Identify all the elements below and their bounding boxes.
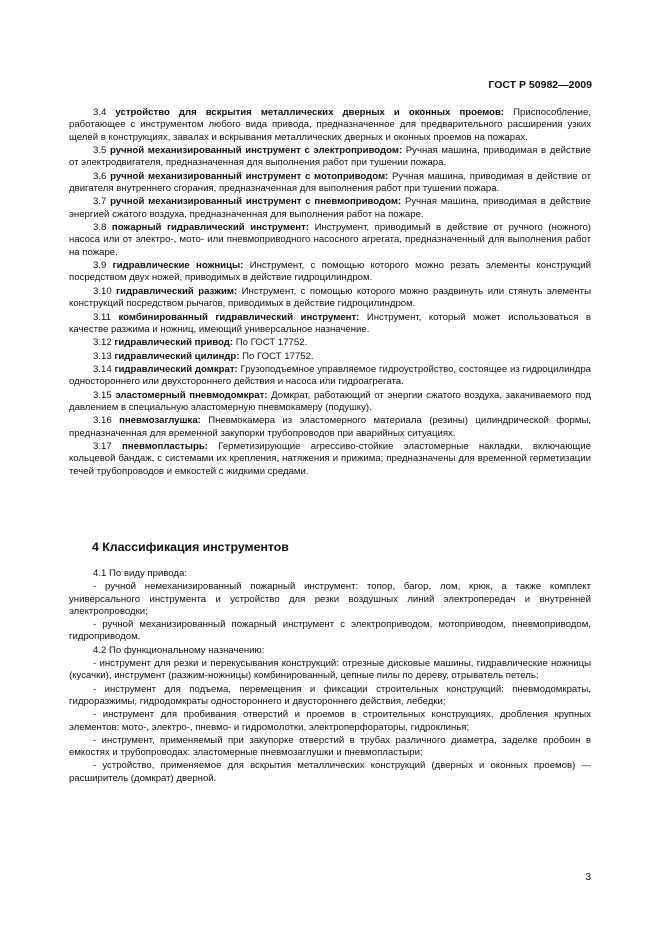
definition-3-11: 3.11 комбинированный гидравлический инструмент: Инструмент, который может использоваться в качестве разжима и ножниц, имеющий универсальное назначение. (69, 311, 591, 335)
definition-3-13: 3.13 гидравлический цилиндр: По ГОСТ 17752. (93, 350, 314, 362)
definition-3-17: 3.17 пневмопластырь: Герметизирующие агрессиво-стойкие эластомерные накладки, включающие кольцевой бандаж, с системами их крепления, натяжения и прижима; предназначены для временной герметизации течей трубопроводов и емкостей с жидкими средами. (69, 440, 591, 477)
definition-term: гидравлический привод: (114, 337, 234, 349)
definition-text: Ручная машина, приводимая в действие от электродвигателя, предназначенная для выполнения работ при тушении пожара. (69, 145, 592, 169)
document-code: ГОСТ Р 50982—2009 (488, 79, 592, 91)
definition-text: Инструмент, с помощью которого можно раздвинуть или стянуть элементы конструкций посредством рычагов, приводимых в действие гидроцилиндром. (69, 285, 591, 310)
definition-text: Ручная машина, приводимая в действие от двигателя внутреннего сгорания, предназначенная для выполнения работ при тушении пожара. (69, 170, 591, 195)
definition-text: По ГОСТ 17752. (242, 350, 314, 362)
paragraph: 4.2 По функциональному назначению: (93, 644, 265, 656)
definition-term: пожарный гидравлический инструмент: (111, 222, 309, 234)
paragraph: - устройство, применяемое для вскрытия металлических конструкций (дверных и оконных проемов) — расширитель (домкрат) дверной. (69, 760, 591, 784)
definition-text: Пневмокамера из эластомерного материала (резины) цилиндрической формы, предназначенная для временной закупорки трубопроводов при аварийных ситуациях. (69, 415, 592, 439)
definition-text: Домкрат, работающий от энергии сжатого воздуха, закачиваемого под давлением в специальную эластомерную пневмокамеру (подушку). (69, 389, 592, 413)
definition-text: Инструмент, с помощью которого можно резать элементы конструкций посредством двух ножей, приводимых в действие гидроцилиндром. (69, 260, 591, 284)
paragraph: 4.1 По виду привода: (93, 568, 188, 579)
definition-text: Ручная машина, приводимая в действие энергией сжатого воздуха, предназначенная для выполнения работ на пожаре. (69, 196, 592, 220)
definition-term: ручной механизированный инструмент с пневмоприводом: (110, 196, 402, 208)
page-number: 3 (585, 872, 591, 883)
definition-3-12: 3.12 гидравлический привод: По ГОСТ 17752. (93, 337, 308, 349)
definition-term: гидравлический цилиндр: (114, 350, 240, 362)
definition-term: комбинированный гидравлический инструмент: (118, 311, 360, 323)
definition-3-5: 3.5 ручной механизированный инструмент с электроприводом: Ручная машина, приводимая в действие от электродвигателя, предназначенная для выполнения работ при тушении пожара. (69, 145, 592, 169)
definition-term: ручной механизированный инструмент с электроприводом: (109, 145, 403, 157)
definition-term: пневмозаглушка: (119, 415, 201, 427)
definition-term: устройство для вскрытия металлических дверных и оконных проемов: (115, 107, 505, 118)
definition-3-4: 3.4 устройство для вскрытия металлических дверных и оконных проемов: Приспособление, работающее с инструментом любого вида привода, предназначенное для предварительного расширения узких щелей в конструкциях, завалах и вскрывания металлических дверных и оконных проемов на пожарах. (69, 107, 591, 143)
definition-3-9: 3.9 гидравлические ножницы: Инструмент, с помощью которого можно резать элементы конструкций посредством двух ножей, приводимых в действие гидроцилиндром. (69, 260, 591, 284)
classification-list (69, 568, 591, 786)
paragraph: - инструмент для резки и перекусывания конструкций: отрезные дисковые машины, гидравлические ножницы (кусачки), инструмент (разжим-ножницы) комбинированный, цепные пилы по дереву, отрыватель петель; (69, 658, 591, 682)
definition-3-16: 3.16 пневмозаглушка: Пневмокамера из эластомерного материала (резины) цилиндрической формы, предназначенная для временной закупорки трубопроводов при аварийных ситуациях. (69, 415, 592, 439)
definition-text: Инструмент, который может использоваться в качестве разжима и ножниц, имеющий универсальное назначение. (69, 311, 591, 335)
paragraph: - ручной механизированный пожарный инструмент с электроприводом, мотоприводом, пневмоприводом, гидроприводом. (69, 619, 591, 643)
definition-3-6: 3.6 ручной механизированный инструмент с мотоприводом: Ручная машина, приводимая в действие от двигателя внутреннего сгорания, предназначенная для выполнения работ при тушении пожара. (69, 170, 591, 195)
definition-text: По ГОСТ 17752. (235, 337, 308, 349)
definition-3-15: 3.15 эластомерный пневмодомкрат: Домкрат, работающий от энергии сжатого воздуха, закачиваемого под давлением в специальную эластомерную пневмокамеру (подушку). (69, 389, 592, 413)
definition-term: гидравлический домкрат: (114, 363, 238, 375)
paragraph: - ручной немеханизированный пожарный инструмент: топор, багор, лом, крюк, а также комплект универсального инструмента и устройство для резки воздушных линий электропередач и внутренней электропроводки; (69, 581, 591, 617)
paragraph: - инструмент для подъема, перемещения и фиксации строительных конструкций: пневмодомкраты, гидроразжимы, гидродомкраты одностороннего и двустороннего действия, лебедки; (69, 683, 591, 707)
definition-3-14: 3.14 гидравлический домкрат: Грузоподъемное управляемое гидроустройство, состоящее из гидроцилиндра одностороннего или двухстороннего действия и насоса или гидроагрегата. (69, 363, 592, 388)
definition-term: гидравлический разжим: (116, 285, 238, 297)
definition-3-8: 3.8 пожарный гидравлический инструмент: Инструмент, приводимый в действие от ручного (ножного) насоса или от электро-, мото- или пневмоприводного насосного агрегата, предназначенный для выполнения работ на пожаре. (69, 222, 591, 258)
definition-3-7: 3.7 ручной механизированный инструмент с пневмоприводом: Ручная машина, приводимая в действие энергией сжатого воздуха, предназначенная для выполнения работ на пожаре. (69, 196, 592, 220)
section-heading: 4 Классификация инструментов (92, 540, 289, 554)
definition-term: пневмопластырь: (122, 440, 208, 452)
definition-term: гидравлические ножницы: (112, 260, 244, 272)
definition-text: Инструмент, приводимый в действие от ручного (ножного) насоса или от электро-, мото- или пневмоприводного насосного агрегата, предназначенный для выполнения работ на пожаре. (69, 222, 591, 258)
definition-text: Герметизирующие агрессиво-стойкие эластомерные накладки, включающие кольцевой бандаж, с системами их крепления, натяжения и прижима; предназначены для временной герметизации течей трубопроводов и емкостей с жидкими средами. (69, 440, 591, 477)
definition-term: ручной механизированный инструмент с мотоприводом: (110, 170, 389, 182)
paragraph: - инструмент для пробивания отверстий и проемов в строительных конструкциях, дробления крупных элементов: мото-, электро-, пневмо- и гидромолотки, электроперфораторы, гидроклинья; (69, 709, 591, 733)
definition-term: эластомерный пневмодомкрат: (115, 389, 268, 401)
definitions-list (69, 107, 591, 479)
definition-text: Грузоподъемное управляемое гидроустройство, состоящее из гидроцилиндра одностороннего или двухстороннего действия и насоса или гидроагрегата. (69, 363, 592, 388)
definition-text: Приспособление, работающее с инструментом любого вида привода, предназначенное для предварительного расширения узких щелей в конструкциях, завалах и вскрывания металлических дверных и оконных проемов на пожарах. (69, 107, 591, 143)
paragraph: - инструмент, применяемый при закупорке отверстий в трубах различного диаметра, заделке пробоин в емкостях и трубопроводах: эластомерные пневмозаглушки и пневмопластыри; (69, 734, 591, 759)
definition-3-10: 3.10 гидравлический разжим: Инструмент, с помощью которого можно раздвинуть или стянуть элементы конструкций посредством рычагов, приводимых в действие гидроцилиндром. (69, 285, 591, 310)
